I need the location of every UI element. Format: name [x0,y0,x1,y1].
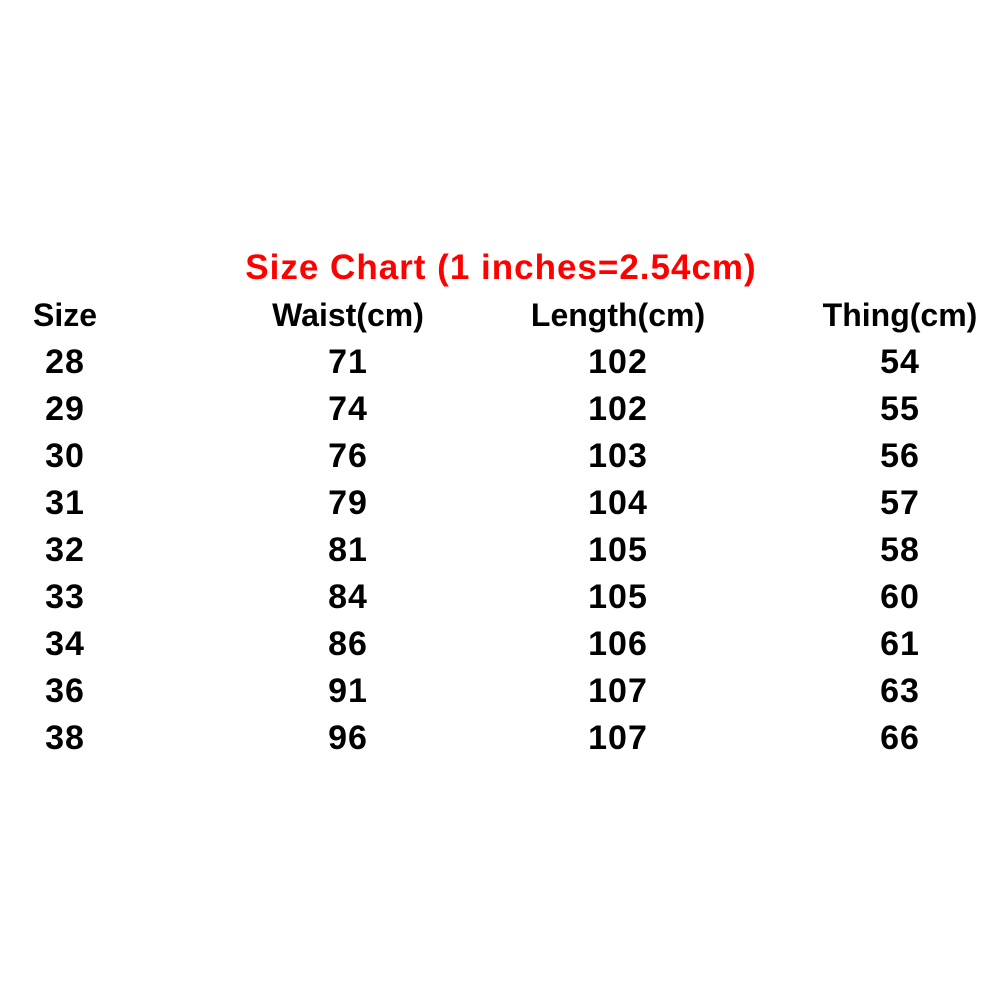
thing-cell: 58 [880,531,920,569]
waist-cell: 71 [328,343,368,381]
size-cell: 32 [45,531,85,569]
length-cell: 107 [588,672,648,710]
length-cell: 105 [588,578,648,616]
waist-cell: 96 [328,719,368,757]
size-cell: 29 [45,390,85,428]
length-cell: 103 [588,437,648,475]
column-thing [800,292,1000,762]
waist-cell: 84 [328,578,368,616]
thing-cell: 63 [880,672,920,710]
size-cell: 30 [45,437,85,475]
length-cell: 102 [588,343,648,381]
column-waist [248,292,448,762]
size-cell: 36 [45,672,85,710]
column-size [0,292,165,762]
thing-cell: 55 [880,390,920,428]
waist-cell: 74 [328,390,368,428]
thing-cell: 54 [880,343,920,381]
size-cell: 31 [45,484,85,522]
column-header-waist: Waist(cm) [272,297,424,333]
thing-cell: 57 [880,484,920,522]
length-cell: 102 [588,390,648,428]
length-cell: 107 [588,719,648,757]
length-cell: 104 [588,484,648,522]
thing-cell: 56 [880,437,920,475]
waist-cell: 91 [328,672,368,710]
thing-cell: 60 [880,578,920,616]
thing-cell: 61 [880,625,920,663]
column-header-size: Size [32,297,98,333]
size-chart-title: Size Chart (1 inches=2.54cm) [245,248,757,287]
waist-cell: 86 [328,625,368,663]
length-cell: 105 [588,531,648,569]
size-cell: 33 [45,578,85,616]
column-header-thing: Thing(cm) [822,297,978,333]
column-length [518,292,718,762]
size-cell: 28 [45,343,85,381]
waist-cell: 79 [328,484,368,522]
thing-cell: 66 [880,719,920,757]
waist-cell: 76 [328,437,368,475]
waist-cell: 81 [328,531,368,569]
column-header-length: Length(cm) [530,297,706,333]
size-cell: 34 [45,625,85,663]
length-cell: 106 [588,625,648,663]
size-cell: 38 [45,719,85,757]
